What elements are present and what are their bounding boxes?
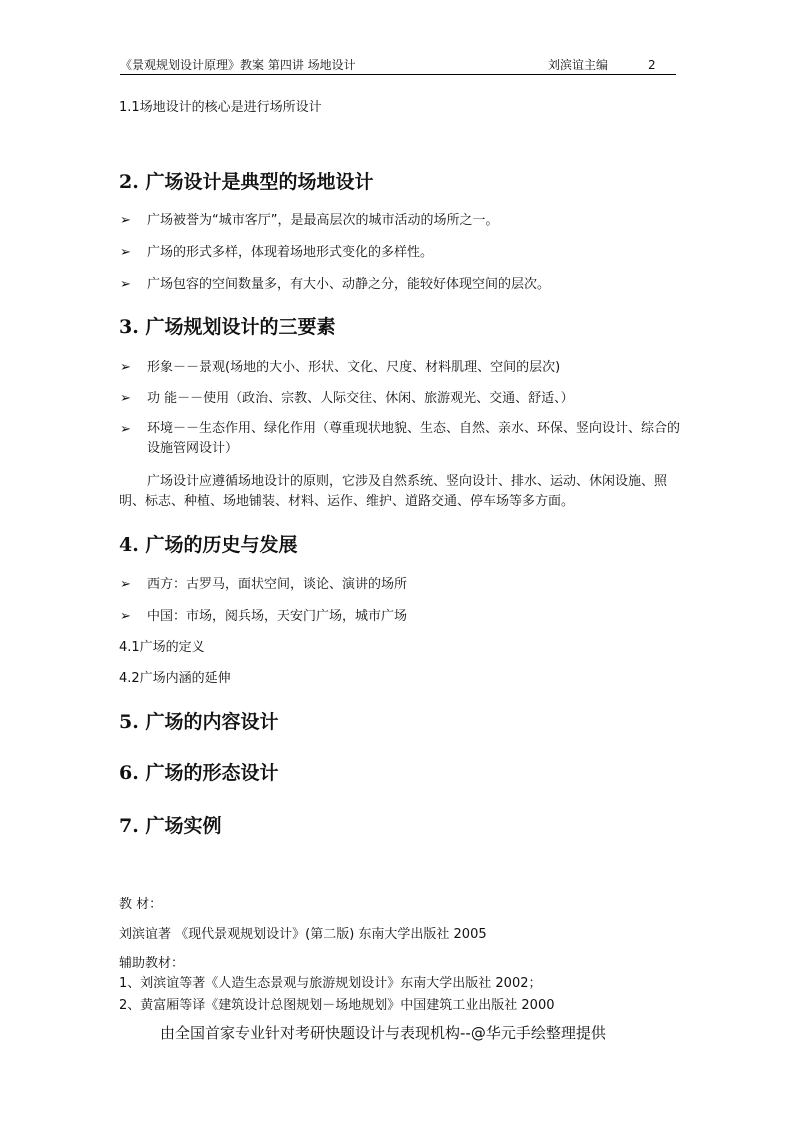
section-3-bullet-2: 功 能－－使用（政治、宗教、人际交往、休闲、旅游观光、交通、舒适、） — [147, 391, 574, 406]
triangle-bullet-icon: ➢ — [120, 391, 131, 406]
section-6-heading: 6. 广场的形态设计 — [119, 762, 279, 784]
triangle-bullet-icon: ➢ — [120, 577, 131, 592]
section-2-heading: 2. 广场设计是典型的场地设计 — [119, 171, 374, 193]
subsection-4-2: 4.2广场内涵的延伸 — [119, 671, 231, 686]
triangle-bullet-icon: ➢ — [120, 422, 131, 437]
section-4-bullet-2: 中国：市场，阅兵场，天安门广场，城市广场 — [147, 609, 408, 624]
aux-textbook-label: 辅助教材： — [119, 956, 185, 971]
triangle-bullet-icon: ➢ — [120, 609, 131, 624]
subsection-1-1: 1.1场地设计的核心是进行场所设计 — [119, 100, 322, 115]
triangle-bullet-icon: ➢ — [120, 245, 131, 260]
textbook-reference: 刘滨谊著 《现代景观规划设计》(第二版) 东南大学出版社 2005 — [119, 927, 487, 942]
section-5-heading: 5. 广场的内容设计 — [119, 711, 279, 733]
header-author: 刘滨谊主编 — [548, 58, 609, 72]
section-7-heading: 7. 广场实例 — [119, 815, 222, 837]
header-title: 《景观规划设计原理》教案 第四讲 场地设计 — [120, 58, 356, 72]
footer-credit: 由全国首家专业针对考研快题设计与表现机构--@华元手绘整理提供 — [160, 1024, 606, 1042]
section-4-heading: 4. 广场的历史与发展 — [119, 534, 298, 556]
section-2-bullet-3: 广场包容的空间数量多，有大小、动静之分，能较好体现空间的层次。 — [147, 277, 551, 292]
triangle-bullet-icon: ➢ — [120, 360, 131, 375]
page-header — [120, 55, 676, 75]
section-3-paragraph: 广场设计应遵循场地设计的原则，它涉及自然系统、竖向设计、排水、运动、休闲设施、照明、标志、种植、场地铺装、材料、运作、维护、道路交通、停车场等多方面。 — [119, 474, 668, 509]
aux-textbook-2: 2、黄富厢等译《建筑设计总图规划－场地规划》中国建筑工业出版社 2000 — [119, 998, 555, 1013]
section-2-bullet-2: 广场的形式多样，体现着场地形式变化的多样性。 — [147, 245, 434, 260]
section-3-bullet-1: 形象－－景观(场地的大小、形状、文化、尺度、材料肌理、空间的层次) — [147, 360, 561, 375]
aux-textbook-1: 1、刘滨谊等著《人造生态景观与旅游规划设计》东南大学出版社 2002； — [119, 976, 542, 991]
textbook-label: 教 材： — [119, 897, 163, 912]
subsection-4-1: 4.1广场的定义 — [119, 640, 205, 655]
section-4-bullet-1: 西方：古罗马，面状空间，谈论、演讲的场所 — [147, 577, 408, 592]
section-3-heading: 3. 广场规划设计的三要素 — [119, 316, 336, 338]
triangle-bullet-icon: ➢ — [120, 277, 131, 292]
triangle-bullet-icon: ➢ — [120, 213, 131, 228]
page-number: 2 — [648, 58, 656, 72]
section-2-bullet-1: 广场被誉为“城市客厅”，是最高层次的城市活动的场所之一。 — [147, 213, 499, 228]
section-3-bullet-3: 环境－－生态作用、绿化作用（尊重现状地貌、生态、自然、亲水、环保、竖向设计、综合的设施管网设计） — [147, 421, 681, 456]
